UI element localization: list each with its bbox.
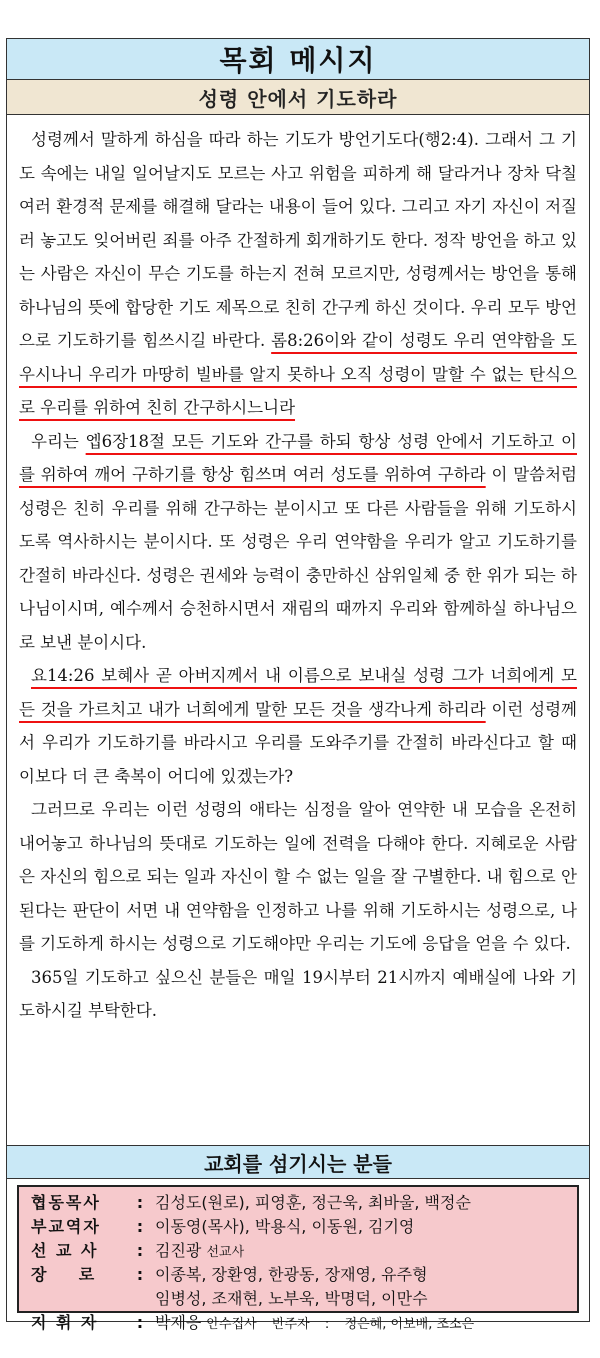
staff-row <box>31 1215 567 1239</box>
staff-role <box>31 1287 125 1311</box>
staff-note: 선교사 <box>206 1245 245 1260</box>
paragraph-4: 그러므로 우리는 이런 성령의 애타는 심정을 알아 연약한 내 모습을 온전히 내어놓고 하나님의 뜻대로 기도하는 일에 전력을 다해야 한다. 지혜로운 사람은 자신의 힘으로 되는 일과 자신이 할 수 없는 일을 잘 구별한다. 내 힘으로 안 된다는 판단이 서면 내 연약함을 인정하고 나를 위해 기도하시는 성령으로, 나를 기도하게 하시는 성령으로 기도해야만 우리는 기도에 응답을 얻을 수 있다. <box>19 800 577 953</box>
staff-role: 장 로 <box>31 1265 97 1284</box>
paragraph-1-text: 성령께서 말하게 하심을 따라 하는 기도가 방언기도다(행2:4). 그래서 그 기도 속에는 내일 일어날지도 모르는 사고 위험을 피하게 해 달라거나 장차 닥칠 여러 환경적 문제를 해결해 달라는 내용이 들어 있다. 그리고 자기 자신이 저질러 놓고도 잊어버린 죄를 아주 간절하게 회개하기도 한다. 정작 방언을 하고 있는 사람은 자신이 무슨 기도를 하는지 전혀 모르지만, 성령께서는 방언을 통해 하나님의 뜻에 합당한 기도 제목으로 친히 간구케 하신 것이다. 우리 모두 방언으로 기도하기를 힘쓰시길 바란다. <box>19 130 577 350</box>
paragraph-3-text: 이런 성령께서 우리가 기도하기를 바라시고 우리를 도와주기를 간절히 바라신다고 할 때 이보다 더 큰 축복이 어디에 있겠는가? <box>19 699 577 786</box>
message-subtitle: 성령 안에서 기도하라 <box>7 80 589 115</box>
staff-colon: : <box>136 1217 144 1236</box>
staff-role: 선 교 사 <box>31 1241 99 1260</box>
staff-section-title: 교회를 섬기시는 분들 <box>7 1145 589 1179</box>
staff-list <box>17 1185 579 1332</box>
staff-row <box>31 1191 567 1215</box>
scripture-john: 요14:26 보혜사 곧 아버지께서 내 이름으로 보내실 성령 그가 너희에게 모든 것을 가르치고 내가 너희에게 말한 모든 것을 생각나게 하리라 <box>19 666 577 719</box>
staff-names: 김성도(원로), 피영훈, 정근욱, 최바울, 백정순 <box>155 1193 471 1212</box>
page-title: 목회 메시지 <box>7 39 589 80</box>
scripture-romans: 롬8:26이와 같이 성령도 우리 연약함을 도우시나니 우리가 마땅히 빌바를 알지 못하나 오직 성령이 말할 수 없는 탄식으로 우리를 위하여 친히 간구하시느니라 <box>19 331 577 417</box>
accompanist-role: 반주자 <box>271 1317 310 1332</box>
staff-row <box>31 1239 567 1263</box>
paragraph-2 <box>19 425 577 660</box>
staff-colon: : <box>136 1313 144 1332</box>
staff-row <box>31 1287 567 1311</box>
staff-role: 부교역자 <box>31 1217 101 1236</box>
staff-names: 이종복, 장환영, 한광동, 장재영, 유주형 <box>155 1265 428 1284</box>
paragraph-5: 365일 기도하고 싶으신 분들은 매일 19시부터 21시까지 예배실에 나와 기도하시길 부탁한다. <box>19 967 577 1020</box>
staff-note: 안수집사 <box>206 1317 257 1332</box>
staff-colon: : <box>136 1265 144 1284</box>
paragraph-2-lead: 우리는 <box>31 431 86 451</box>
staff-row <box>31 1311 567 1335</box>
staff-row <box>31 1263 567 1287</box>
message-page <box>6 38 590 1332</box>
message-body <box>7 115 589 1028</box>
staff-colon: : <box>324 1317 330 1332</box>
staff-names <box>155 1239 567 1263</box>
accompanist-names: 정은혜, 이보배, 조소은 <box>344 1317 475 1332</box>
staff-name: 김진광 <box>155 1241 202 1260</box>
staff-names: 이동영(목사), 박용식, 이동원, 김기영 <box>155 1217 415 1236</box>
staff-names <box>155 1311 567 1335</box>
staff-colon: : <box>136 1193 144 1212</box>
scripture-ephesians: 엡6장18절 모든 기도와 간구를 하되 항상 성령 안에서 기도하고 이를 위하여 깨어 구하기를 항상 힘쓰며 여러 성도를 위하여 구하라 <box>19 431 577 484</box>
staff-role: 지 휘 자 <box>31 1313 99 1332</box>
paragraph-2-text: 이 말씀처럼 성령은 친히 우리를 위해 간구하는 분이시고 또 다른 사람들을 위해 기도하시도록 역사하시는 분이시다. 또 성령은 우리 연약함을 우리가 알고 기도하기를 간절히 바라신다. 성령은 권세와 능력이 충만하신 삼위일체 중 한 위가 되는 하나님이시며, 예수께서 승천하시면서 재림의 때까지 우리와 함께하실 하나님으로 보낸 분이시다. <box>19 465 577 652</box>
staff-names: 임병성, 조재현, 노부욱, 박명덕, 이만수 <box>155 1289 428 1308</box>
paragraph-3 <box>19 659 577 793</box>
paragraph-1 <box>19 123 577 425</box>
staff-role: 협동목사 <box>31 1193 101 1212</box>
staff-colon: : <box>136 1241 144 1260</box>
staff-name: 박제응 <box>155 1313 202 1332</box>
